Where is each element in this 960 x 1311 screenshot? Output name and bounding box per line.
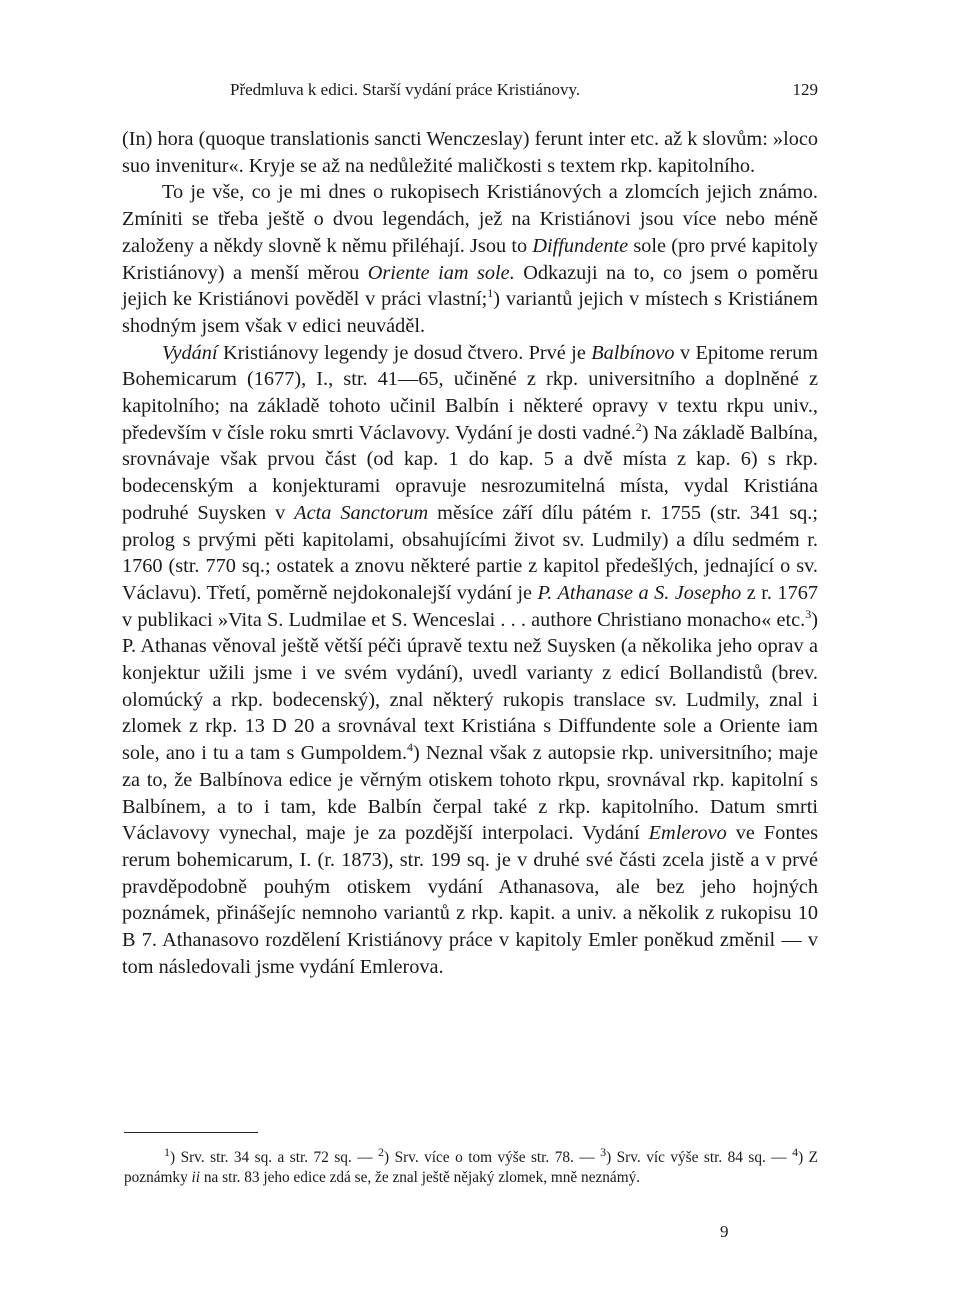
italic-run: Acta Sanctorum [294,501,429,524]
text-run: To je vše, co je mi dnes o rukopisech Kristiánových a zlomcích jejich známo. Zmíniti se třeba ještě o dvou legendách, jež na Kristiánovi jsou více nebo méně založeny a někdy slovně k němu přiléhají. Jsou to [122,181,818,257]
text-run: ) Srv. str. 34 sq. a str. 72 sq. — [170,1149,378,1166]
text-run: na str. 83 jeho edice zdá se, že znal ještě nějaký zlomek, mně neznámý. [200,1169,641,1186]
paragraph [122,126,818,179]
main-text [122,126,818,981]
text-run: Kristiánovy legendy je dosud čtvero. Prvé je [217,341,592,364]
page-number: 129 [792,80,818,99]
text-run: ) Srv. víc výše str. 84 sq. — [606,1149,793,1166]
italic-run: ii [191,1169,201,1186]
italic-run: Vydání [162,341,218,364]
running-header [122,78,818,102]
footnote-ref: 2 [378,1144,384,1159]
text-run: měsíce září dílu pátém r. 1755 (str. 341 sq.; prolog s prvými pěti kapitolami, obsahujícími život sv. Ludmily) a dílu sedmém r. 1760 (str. 770 sq.; ostatek a znovu některé partie z kapitol předešlých, jednající o sv. Václavu). Třetí, poměrně nejdokonalejší vydání je [122,501,818,604]
footnote-ref: 1 [487,286,494,301]
italic-run: P. Athanase a S. Josepho [537,581,742,604]
text-run: sole (pro prvé kapitoly Kristiánovy) a menší měrou [122,234,818,284]
footnote-ref: 4 [407,740,414,755]
text-run: ve Fontes rerum bohemicarum, I. (r. 1873), str. 199 sq. je v druhé své části zcela jistě a v prvé pravděpodobně pouhým otiskem vydání Athanasova, ale bez jeho hojných poznámek, přinášejíc nemnoho variantů z rkp. kapit. a univ. a několik z rukopisu 10 B 7. Athanasovo rozdělení Kristiánovy práce v kapitoly Emler poněkud změnil — v tom následovali jsme vydání Emlerova. [122,822,818,978]
footnote-ref: 1 [164,1144,170,1159]
text-run: ) Na základě Balbína, srovnávaje však prvou část (od kap. 1 do kap. 5 a dvě místa z kap. 6) s rkp. bodecenským a konjekturami opravuje nesrozumitelná místa, vydal Kristiána podruhé Suysken v [122,421,818,524]
paragraph [122,340,818,981]
text-run: Odkazuji na to, co jsem o poměru jejich ke Kristiánovi pověděl v práci vlastní; [122,261,818,311]
footnote-separator [124,1132,258,1133]
text-run: ) P. Athanas věnoval ještě větší péči úpravě textu než Suysken (a několika jeho oprav a konjektur užili jsme i ve svém vydání), uvedl varianty z edicí Bollandistů (brev. olomúcký a rkp. bodecenský), znal některý rukopis translace sv. Ludmily, znal i zlomek z rkp. 13 D 20 a srovnával text Kristiána s Diffundente sole a Oriente iam sole, ano i tu a tam s Gumpoldem. [122,608,818,765]
text-run: v Epitome rerum Bohemicarum (1677), I., str. 41—65, učiněné z rkp. universitního a doplněné z kapitolního; na základě tohoto učinil Balbín i některé opravy v textu rkpu univ., především v čísle roku smrti Václavovy. Vydání je dosti vadné. [122,341,818,444]
text-run: z r. 1767 v publikaci »Vita S. Ludmilae et S. Wenceslai . . . authore Christiano monacho« etc. [122,581,818,631]
italic-run: Diffundente [532,234,629,257]
signature-mark: 9 [720,1222,729,1241]
footnote-ref: 3 [600,1144,607,1159]
italic-run: Emlerovo [648,822,727,845]
footnote-ref: 4 [792,1144,799,1159]
paragraph [122,179,818,339]
footnote-text [124,1144,818,1188]
footnote-ref: 3 [805,606,812,621]
text-run: ) Neznal však z autopsie rkp. universitního; maje za to, že Balbínova edice je věrným otiskem tohoto rkpu, srovnával rkp. kapitolní s Balbínem, a to i tam, kde Balbín čerpal také z rkp. kapitolního. Datum smrti Václavovy vynechal, maje je za pozdější interpolaci. Vydání [122,742,819,845]
text-run: ) Z poznámky [124,1149,818,1186]
text-run: ) Srv. více o tom výše str. 78. — [384,1149,601,1166]
text-run: (In) hora (quoque translationis sancti Wenczeslay) ferunt inter etc. až k slovům: »loco suo invenitur«. Kryje se až na nedůležité maličkosti s textem rkp. kapitolního. [122,128,818,177]
footnotes [124,1144,818,1188]
running-title: Předmluva k edici. Starší vydání práce Kristiánovy. [230,80,581,99]
text-run: ) variantů jejich v místech s Kristiánem shodným jsem však v edici neuváděl. [122,288,818,337]
footnote-ref: 2 [635,419,642,434]
italic-run: Balbínovo [591,341,675,364]
italic-run: Oriente iam sole. [367,261,515,284]
